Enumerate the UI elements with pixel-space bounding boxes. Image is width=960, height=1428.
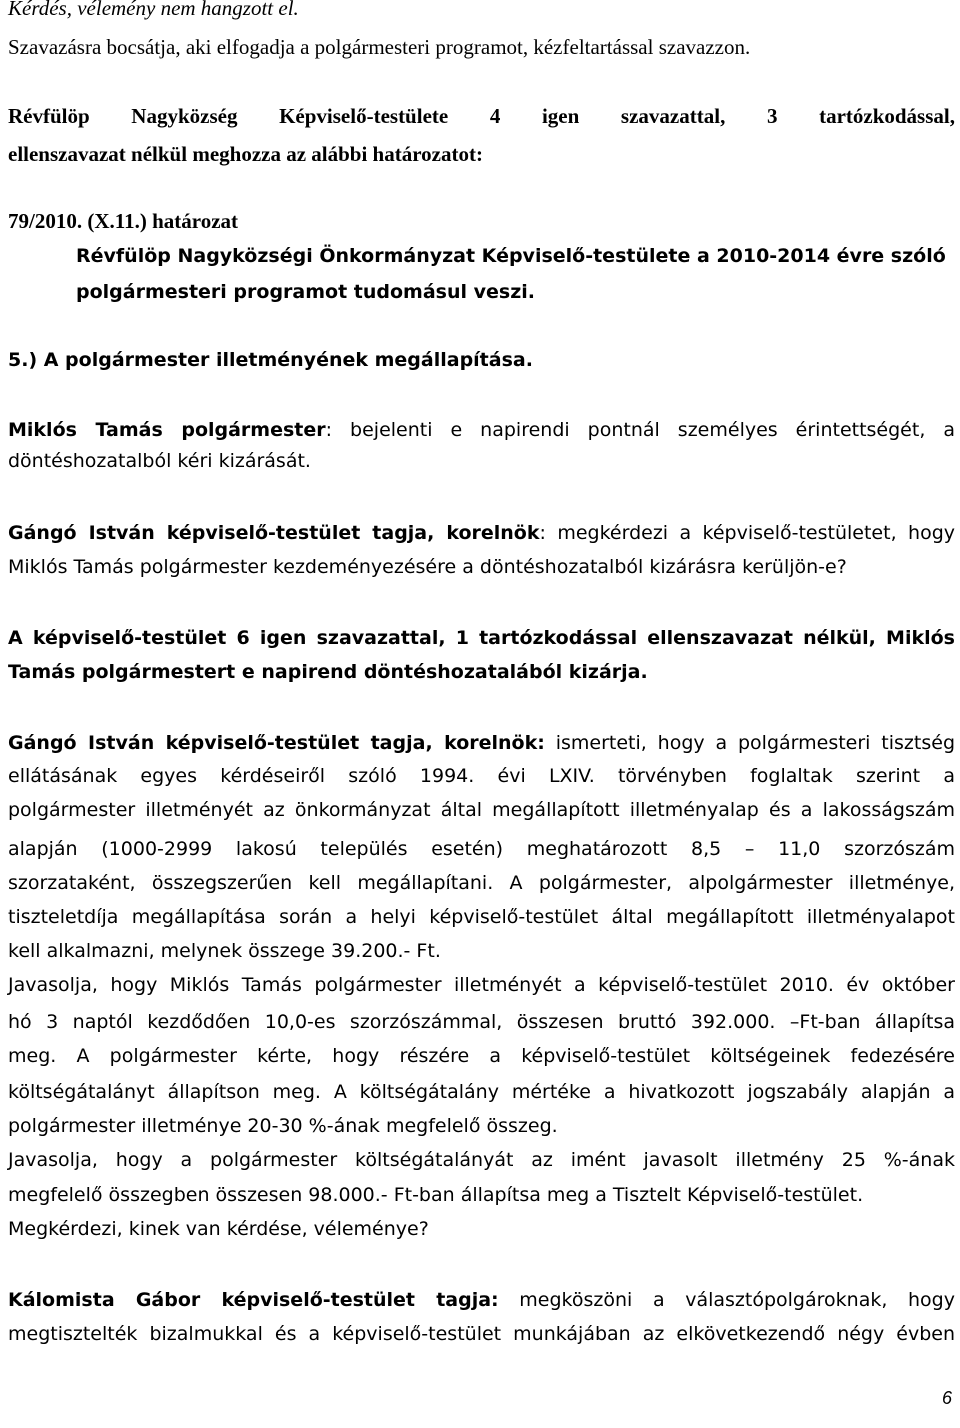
text-line: alapján (1000-2999 lakosú település esetén) meghatározott 8,5 – 11,0 szorzószám xyxy=(8,838,955,860)
text-line: hó 3 naptól kezdődően 10,0-es szorzószámmal, összesen bruttó 392.000. –Ft-ban állapítsa xyxy=(8,1011,955,1033)
text-line xyxy=(8,421,955,440)
decision-text: Tamás polgármestert e napirend döntéshozatalából kizárja. xyxy=(8,661,648,683)
resolution-text: polgármesteri programot tudomásul veszi. xyxy=(76,281,535,303)
text-line: Megkérdezi, kinek van kérdése, véleménye? xyxy=(8,1218,429,1240)
text-line xyxy=(8,734,955,753)
resolution-text: Révfülöp Nagyközségi Önkormányzat Képviselő-testülete a 2010-2014 évre szóló xyxy=(76,245,946,267)
text-line xyxy=(8,524,955,543)
text-line: polgármester illetménye 20-30 %-ának megfelelő összeg. xyxy=(8,1115,558,1137)
text-line: kell alkalmazni, melynek összege 39.200.- Ft. xyxy=(8,940,441,962)
text-line: Révfülöp Nagyközség Képviselő-testülete 4 igen szavazattal, 3 tartózkodással, xyxy=(8,104,955,128)
text-line: Javasolja, hogy Miklós Tamás polgármester illetményét a képviselő-testület 2010. év október xyxy=(8,974,955,996)
text-line: Szavazásra bocsátja, aki elfogadja a polgármesteri programot, kézfeltartással szavazzon. xyxy=(8,35,751,59)
text-line: tiszteletdíja megállapítása során a helyi képviselő-testület által megállapított illetményalapot xyxy=(8,906,955,928)
text-span: : bejelenti e napirendi pontnál személyes érintettségét, a xyxy=(325,419,956,441)
page-number: 6 xyxy=(941,1388,952,1408)
speaker-name: Kálomista Gábor képviselő-testület tagja: xyxy=(8,1289,499,1311)
text-span: megköszöni a választópolgároknak, hogy xyxy=(498,1289,955,1311)
text-span: ismerteti, hogy a polgármesteri tisztség xyxy=(544,732,956,754)
speaker-name: Gángó István képviselő-testület tagja, korelnök xyxy=(8,522,540,544)
text-line: megtisztelték bizalmukkal és a képviselő-testület munkájában az elkövetkezendő négy évben xyxy=(8,1323,955,1345)
text-line: Javasolja, hogy a polgármester költségátalányát az imént javasolt illetmény 25 %-ának xyxy=(8,1149,955,1171)
text-line: Miklós Tamás polgármester kezdeményezésére a döntéshozatalból kizárásra kerüljön-e? xyxy=(8,556,847,578)
text-line: szorzataként, összegszerűen kell megállapítani. A polgármester, alpolgármester illetménye, xyxy=(8,872,955,894)
text-span: : megkérdezi a képviselő-testületet, hogy xyxy=(539,522,955,544)
text-line: ellátásának egyes kérdéseiről szóló 1994. évi LXIV. törvényben foglaltak szerint a xyxy=(8,765,955,787)
text-line xyxy=(8,1291,955,1310)
text-line xyxy=(8,0,299,19)
text-line: meg. A polgármester kérte, hogy részére a képviselő-testület költségeinek fedezésére xyxy=(8,1045,955,1067)
text-line: döntéshozatalból kéri kizárását. xyxy=(8,450,311,472)
text-line: megfelelő összegben összesen 98.000.- Ft-ban állapítsa meg a Tisztelt Képviselő-testület. xyxy=(8,1184,864,1206)
text-line: polgármester illetményét az önkormányzat által megállapított illetményalap és a lakosságszám xyxy=(8,799,955,821)
resolution-number: 79/2010. (X.11.) határozat xyxy=(8,209,239,233)
agenda-item-heading: 5.) A polgármester illetményének megállapítása. xyxy=(8,349,533,371)
speaker-name: Miklós Tamás polgármester xyxy=(8,419,326,441)
text-line: költségátalányt állapítson meg. A költségátalány mértéke a hivatkozott jogszabály alapján a xyxy=(8,1081,955,1103)
speaker-name: Gángó István képviselő-testület tagja, korelnök: xyxy=(8,732,545,754)
decision-text: A képviselő-testület 6 igen szavazattal, 1 tartózkodással ellenszavazat nélkül, Miklós xyxy=(8,627,955,649)
text-line: ellenszavazat nélkül meghozza az alábbi határozatot: xyxy=(8,142,483,166)
text-line: Kérdés, vélemény nem hangzott el. xyxy=(8,0,299,20)
